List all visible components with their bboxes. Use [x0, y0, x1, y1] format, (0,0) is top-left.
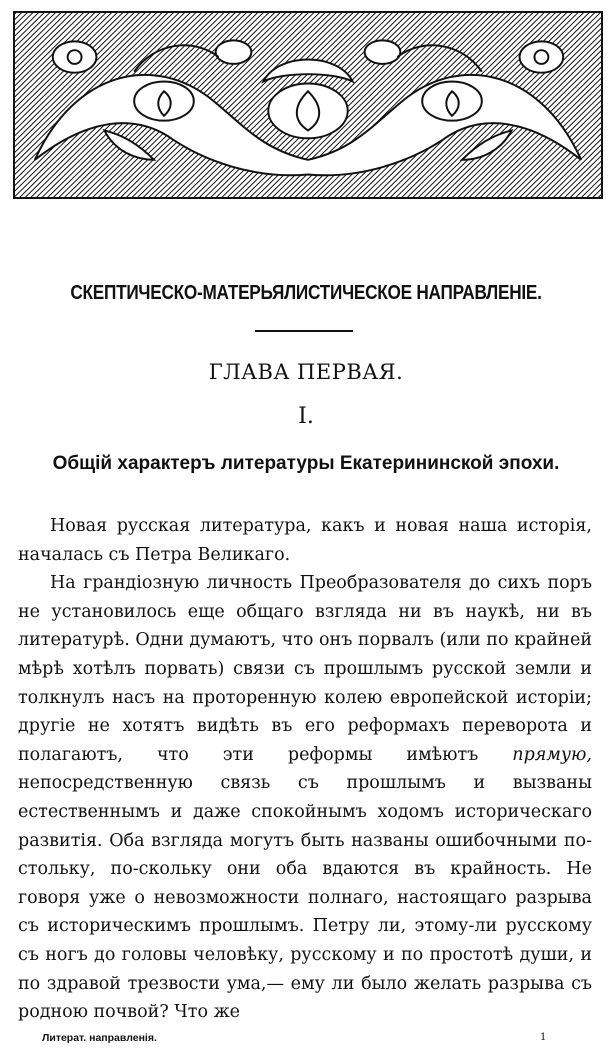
floral-ornament-banner [13, 11, 603, 199]
ornament-icon [15, 13, 601, 197]
section-numeral: I. [298, 404, 314, 429]
paragraph-1: Новая русская литература, какъ и новая наша исторiя, началась съ Петра Великаго. [18, 516, 592, 565]
section-subtitle: Общiй характеръ литературы Екатерининской эпохи. [52, 453, 560, 474]
section-title: СКЕПТИЧЕСКО-МАТЕРЬЯЛИСТИЧЕСКОЕ НАПРАВЛЕНIЕ. [70, 282, 542, 304]
page-mark: 1 [540, 1032, 547, 1043]
paragraph-2-start: На грандiозную личность Преобразователя до сихъ поръ не установилось еще общаго взгляда ни въ наукѣ, ни въ литературѣ. Одни думаютъ, что онъ порвалъ (или по крайней мѣрѣ хотѣлъ порвать) связи съ прошлымъ русской земли и толкнулъ насъ на проторенную колею европейской исторiи; другiе не хотятъ видѣть въ его реформахъ переворота и полагаютъ, что эти реформы имѣютъ [18, 573, 592, 765]
title-divider [255, 330, 353, 332]
paragraph-2 [18, 569, 592, 1027]
signature-mark: Литерат. направленiя. [42, 1032, 157, 1044]
chapter-title: ГЛАВА ПЕРВАЯ. [208, 360, 404, 384]
emphasized-word: прямую, [512, 744, 592, 765]
body-text [18, 512, 592, 1027]
paragraph-2-end: непосредственную связь съ прошлымъ и вызваны естественнымъ и даже спокойнымъ ходомъ историческаго развитiя. Оба взгляда могутъ быть названы ошибочными по-стольку, по-скольку они оба вдаются въ крайность. Не говоря уже о невозможности полнаго, настоящаго разрыва съ историческимъ прошлымъ. Петру ли, этому-ли русскому съ ногъ до головы человѣку, русскому и по простотѣ души, и по здравой трезвости ума,— ему ли было желать разрыва съ родною почвой? Что же [18, 773, 592, 1023]
